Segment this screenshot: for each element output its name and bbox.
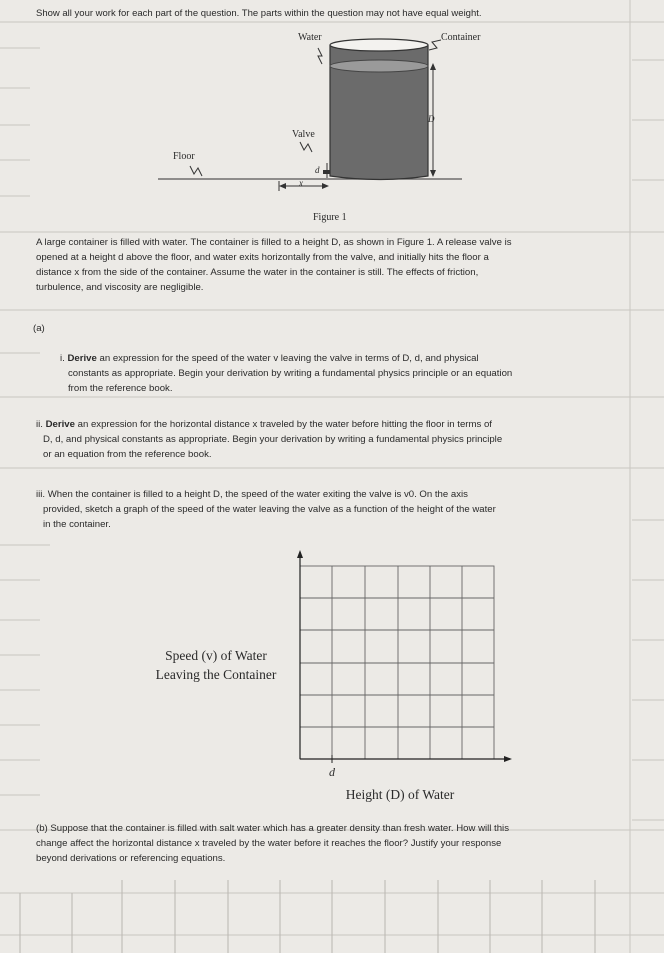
graph-y-label-line-1: Speed (v) of Water — [165, 648, 267, 663]
d-label: d — [315, 165, 320, 175]
part-a-iii-line-2: provided, sketch a graph of the speed of the water leaving the valve as a function of the height of the water — [43, 504, 496, 515]
container-label: Container — [441, 32, 481, 43]
part-a-iii-line-1: iii. When the container is filled to a height D, the speed of the water exiting the valve is v0. On the axis — [36, 489, 468, 500]
part-a-i-verb: Derive — [67, 353, 97, 364]
x-axis-arrow — [504, 756, 512, 762]
part-b-line-3: beyond derivations or referencing equations. — [36, 853, 226, 864]
intro-line-2: opened at a height d above the floor, and water exits horizontally from the valve, and initially hits the floor a — [36, 252, 489, 263]
part-a-i-line-3: from the reference book. — [68, 383, 173, 394]
y-axis-arrow — [297, 550, 303, 558]
valve-label: Valve — [292, 129, 315, 140]
part-a-ii-prefix: ii. — [36, 419, 46, 430]
water-label: Water — [298, 32, 322, 43]
part-a-ii-line-3: or an equation from the reference book. — [43, 449, 212, 460]
D-label: D — [428, 114, 435, 124]
part-a-i-line-2: constants as appropriate. Begin your derivation by writing a fundamental physics principle or an equation — [68, 368, 513, 379]
part-a-ii-text: an expression for the horizontal distance x traveled by the water before hitting the floor in terms of — [74, 419, 492, 430]
graph-x-label: Height (D) of Water — [345, 787, 455, 802]
part-a-i-prefix: i. — [60, 353, 68, 364]
intro-line-4: turbulence, and viscosity are negligible. — [36, 282, 204, 293]
graph-y-label-line-2: Leaving the Container — [155, 667, 277, 682]
floor-label: Floor — [173, 151, 195, 162]
part-b-line-2: change affect the horizontal distance x traveled by the water before it reaches the floor? Justify your response — [36, 838, 502, 849]
instructions: Show all your work for each part of the question. The parts within the question may not have equal weight. — [36, 8, 482, 19]
part-a-iii-line-3: in the container. — [43, 519, 111, 530]
part-b-line-1: (b) Suppose that the container is filled with salt water which has a greater density than fresh water. How will this — [36, 823, 509, 834]
graph-x-tick-d: d — [329, 765, 335, 779]
part-a-i-text: an expression for the speed of the water v leaving the valve in terms of D, d, and physical — [96, 353, 479, 364]
x-label: x — [299, 178, 303, 188]
intro-line-3: distance x from the side of the container. Assume the water in the container is still. The effects of friction, — [36, 267, 479, 278]
part-a-label: (a) — [33, 323, 45, 334]
intro-line-1: A large container is filled with water. The container is filled to a height D, as shown in Figure 1. A release valve is — [36, 237, 512, 248]
part-a-ii-verb: Derive — [45, 419, 75, 430]
figure-caption: Figure 1 — [313, 212, 347, 223]
graph-y-label — [140, 646, 292, 684]
part-a-ii-line-2: D, d, and physical constants as appropriate. Begin your derivation by writing a fundamental physics principle — [43, 434, 503, 445]
